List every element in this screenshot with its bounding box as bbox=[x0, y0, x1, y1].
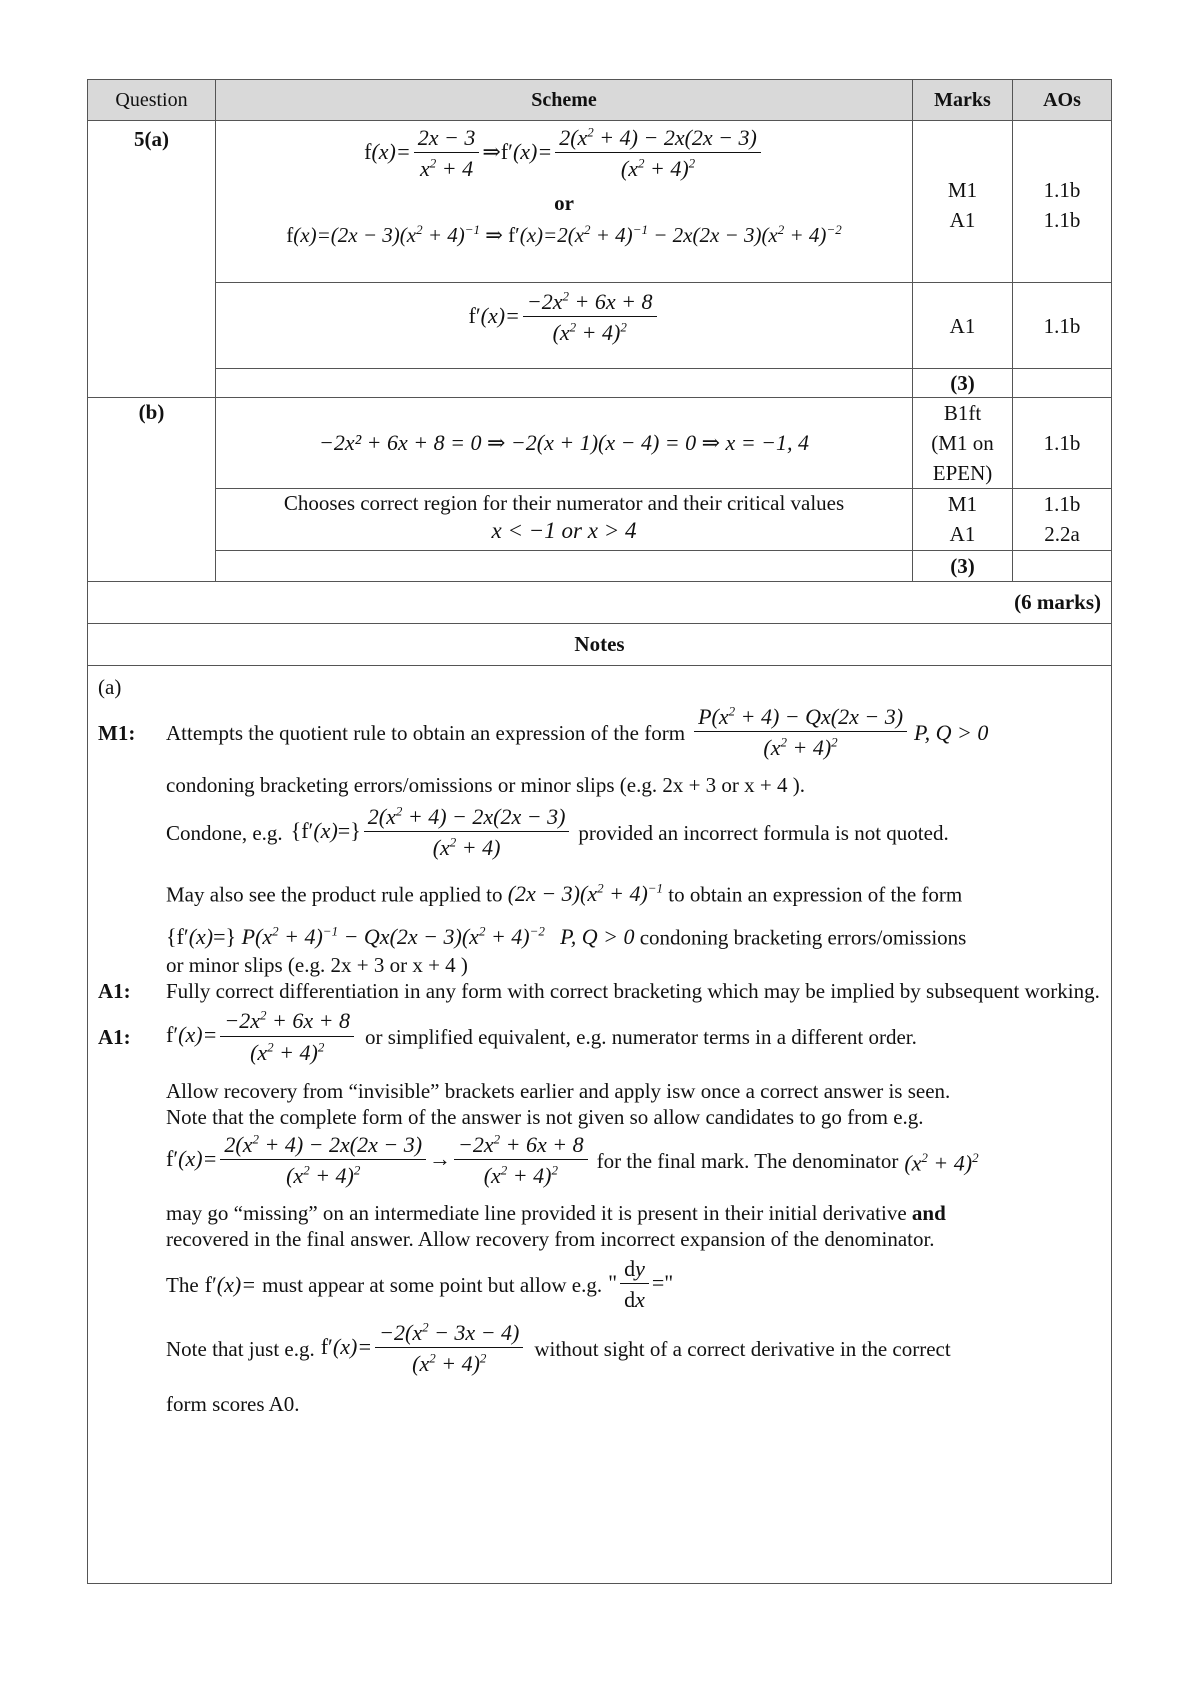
ao-3: 1.1b bbox=[1043, 313, 1081, 338]
part-b-scheme-1 bbox=[216, 398, 913, 489]
part-b-marks-2 bbox=[913, 489, 1013, 551]
header-row bbox=[88, 80, 1112, 121]
denominator-expression: $(x^2 + 4)^2$ bbox=[904, 1150, 979, 1176]
note-last: form scores A0. bbox=[166, 1392, 300, 1417]
part-b-row-2 bbox=[88, 489, 1112, 551]
question-5b-label: (b) bbox=[88, 398, 216, 582]
total-row bbox=[88, 582, 1112, 624]
recovery-line bbox=[166, 1132, 1101, 1190]
missing-text-1: may go “missing” on an intermediate line provided it is present in their initial derivative bbox=[166, 1200, 907, 1225]
mark-scheme-page bbox=[87, 79, 1112, 1605]
m1-condition: P, Q > 0 bbox=[914, 719, 989, 745]
must-expression: f′(x)= bbox=[204, 1271, 257, 1297]
marks-header: Marks bbox=[913, 80, 1013, 121]
critical-values-solution: −2x² + 6x + 8 = 0 ⇒ −2(x + 1)(x − 4) = 0 ⇒ x = −1, 4 bbox=[318, 430, 810, 455]
note-m1 bbox=[98, 704, 1101, 762]
question-5a-label: 5(a) bbox=[88, 121, 216, 398]
note-a1 bbox=[98, 978, 1101, 1004]
part-a-marks-1 bbox=[913, 121, 1013, 283]
must-pre: The bbox=[166, 1272, 199, 1297]
note-a1-final bbox=[98, 1008, 1101, 1066]
notes-body-row bbox=[88, 666, 1112, 1584]
part-a-row-1 bbox=[88, 121, 1112, 283]
a1b-text: or simplified equivalent, e.g. numerator terms in a different order. bbox=[365, 1025, 917, 1050]
ao-1: 1.1b bbox=[1043, 178, 1081, 202]
allow-line-2: Note that the complete form of the answer is not given so allow candidates to go from e.g. bbox=[166, 1105, 924, 1130]
part-b-scheme-2 bbox=[216, 489, 913, 551]
part-a-subtotal: (3) bbox=[913, 369, 1013, 398]
total-marks: (6 marks) bbox=[88, 582, 1112, 624]
product-post: to obtain an expression of the form bbox=[668, 881, 963, 906]
m1-form: $\frac{P(x^2 + 4) - Qx(2x - 3)}{(x^2 + 4)^2}$ bbox=[691, 704, 910, 762]
note-line bbox=[166, 1320, 1101, 1378]
part-a-scheme-1 bbox=[216, 121, 913, 283]
part-b-marks-1 bbox=[913, 398, 1013, 489]
must-mid: must appear at some point but allow e.g. bbox=[262, 1272, 603, 1297]
condone-post: provided an incorrect formula is not quoted. bbox=[578, 820, 949, 845]
product-pre: May also see the product rule applied to bbox=[166, 881, 503, 906]
part-a-scheme-2 bbox=[216, 283, 913, 369]
ao-6: 2.2a bbox=[1044, 522, 1080, 546]
or-label: or bbox=[554, 190, 574, 215]
a1-label: A1: bbox=[98, 979, 131, 1004]
m1-label: M1: bbox=[98, 720, 136, 745]
product-line bbox=[166, 876, 1101, 907]
part-b-aos-2 bbox=[1013, 489, 1112, 551]
a1-text: Fully correct differentiation in any form with correct bracketing which may be implied by subsequent working. bbox=[166, 979, 1100, 1004]
part-a-subtotal-row bbox=[88, 369, 1112, 398]
recovery-expression: f′(x)= $\frac{2(x^2 + 4) - 2x(2x - 3)}{(x^2 + 4)^2}$ → $\frac{-2x^2 + 6x + 8}{(x^2 + 4)^2}$ bbox=[166, 1132, 591, 1190]
note-post: without sight of a correct derivative in the correct bbox=[534, 1336, 951, 1361]
part-a-row-2 bbox=[88, 283, 1112, 369]
missing-line-2: recovered in the final answer. Allow recovery from incorrect expansion of the denominator. bbox=[166, 1226, 935, 1251]
a1b-label: A1: bbox=[98, 1025, 131, 1050]
part-b-subtotal: (3) bbox=[913, 551, 1013, 582]
part-a-aos-2 bbox=[1013, 283, 1112, 369]
part-b-row-1 bbox=[88, 398, 1112, 489]
m1-line2: condoning bracketing errors/omissions or minor slips (e.g. 2x + 3 or x + 4 ). bbox=[166, 772, 806, 797]
product-post2: condoning bracketing errors/omissions bbox=[639, 925, 967, 950]
missing-line-1 bbox=[166, 1200, 1101, 1226]
scheme-header: Scheme bbox=[216, 80, 913, 121]
quotient-rule-expression: f(x)= $\frac{2x - 3}{x^2 + 4}$ ⇒f′(x)= $\frac{2(x^2 + 4) - 2x(2x - 3)}{(x^2 + 4)^2}$ bbox=[216, 125, 912, 183]
ao-2: 1.1b bbox=[1043, 208, 1081, 232]
derivative-result: f′(x)= $\frac{-2x^2 + 6x + 8}{(x^2 + 4)^2}$ bbox=[216, 289, 912, 347]
note-expression: f′(x)= $\frac{-2(x^2 - 3x - 4)}{(x^2 + 4)^2}$ bbox=[321, 1320, 527, 1378]
product-expression: $(2x - 3)(x^2 + 4)^{-1}$ bbox=[507, 880, 664, 906]
ao-5: 1.1b bbox=[1043, 492, 1081, 516]
notes-title: Notes bbox=[88, 624, 1112, 666]
notes-body bbox=[88, 666, 1112, 1584]
question-header: Question bbox=[88, 80, 216, 121]
region-text: Chooses correct region for their numerator and their critical values bbox=[283, 491, 845, 515]
mark-a1-b: A1 bbox=[949, 522, 976, 546]
mark-epen: EPEN) bbox=[932, 461, 993, 485]
final-mark-text: for the final mark. The denominator bbox=[596, 1148, 899, 1173]
aos-header: AOs bbox=[1013, 80, 1112, 121]
part-b-aos-1 bbox=[1013, 398, 1112, 489]
notes-title-row bbox=[88, 624, 1112, 666]
allow-line-1: Allow recovery from “invisible” brackets earlier and apply isw once a correct answer is seen. bbox=[166, 1079, 951, 1104]
condone-pre: Condone, e.g. bbox=[166, 820, 283, 845]
must-appear-line bbox=[166, 1256, 1101, 1314]
product-form-line bbox=[166, 919, 1101, 950]
mark-a1-final: A1 bbox=[949, 313, 976, 338]
notes-part-a: (a) bbox=[98, 675, 122, 699]
a1b-expression: f′(x)= $\frac{-2x^2 + 6x + 8}{(x^2 + 4)^2}$ bbox=[166, 1008, 357, 1066]
part-a-marks-2 bbox=[913, 283, 1013, 369]
mark-b1ft: B1ft bbox=[943, 401, 982, 425]
condone-expression: {f′(x)=} $\frac{2(x^2 + 4) - 2x(2x - 3)}{(x^2 + 4)}$ bbox=[291, 804, 573, 862]
product-condition: P, Q > 0 bbox=[560, 924, 635, 950]
condone-line bbox=[166, 804, 1101, 862]
mark-a1: A1 bbox=[949, 208, 976, 232]
mark-scheme-table bbox=[87, 79, 1112, 1584]
mark-m1-on: (M1 on bbox=[931, 431, 994, 455]
mark-m1-b: M1 bbox=[947, 492, 978, 516]
m1-text: Attempts the quotient rule to obtain an expression of the form bbox=[166, 720, 686, 745]
ao-4: 1.1b bbox=[1043, 431, 1081, 455]
part-a-aos-1 bbox=[1013, 121, 1112, 283]
mark-m1: M1 bbox=[947, 178, 978, 202]
product-line3: or minor slips (e.g. 2x + 3 or x + 4 ) bbox=[166, 953, 468, 978]
product-form: {f′(x)=} $P(x^2 + 4)^{-1} - Qx(2x - 3)(x^2 + 4)^{-2}$ bbox=[166, 923, 545, 950]
missing-and: and bbox=[911, 1200, 946, 1225]
product-rule-expression: $f(x)=(2x - 3)(x^2 + 4)^{-1}$ ⇒ $f'(x)=2(x^2 + 4)^{-1} - 2x(2x - 3)(x^2 + 4)^{-2}$ bbox=[286, 221, 842, 247]
part-b-subtotal-row bbox=[88, 551, 1112, 582]
region-answer: x < −1 or x > 4 bbox=[491, 518, 637, 543]
dydx-expression: " $\frac{dy}{dx}$ =" bbox=[608, 1255, 674, 1313]
note-pre: Note that just e.g. bbox=[166, 1336, 315, 1361]
